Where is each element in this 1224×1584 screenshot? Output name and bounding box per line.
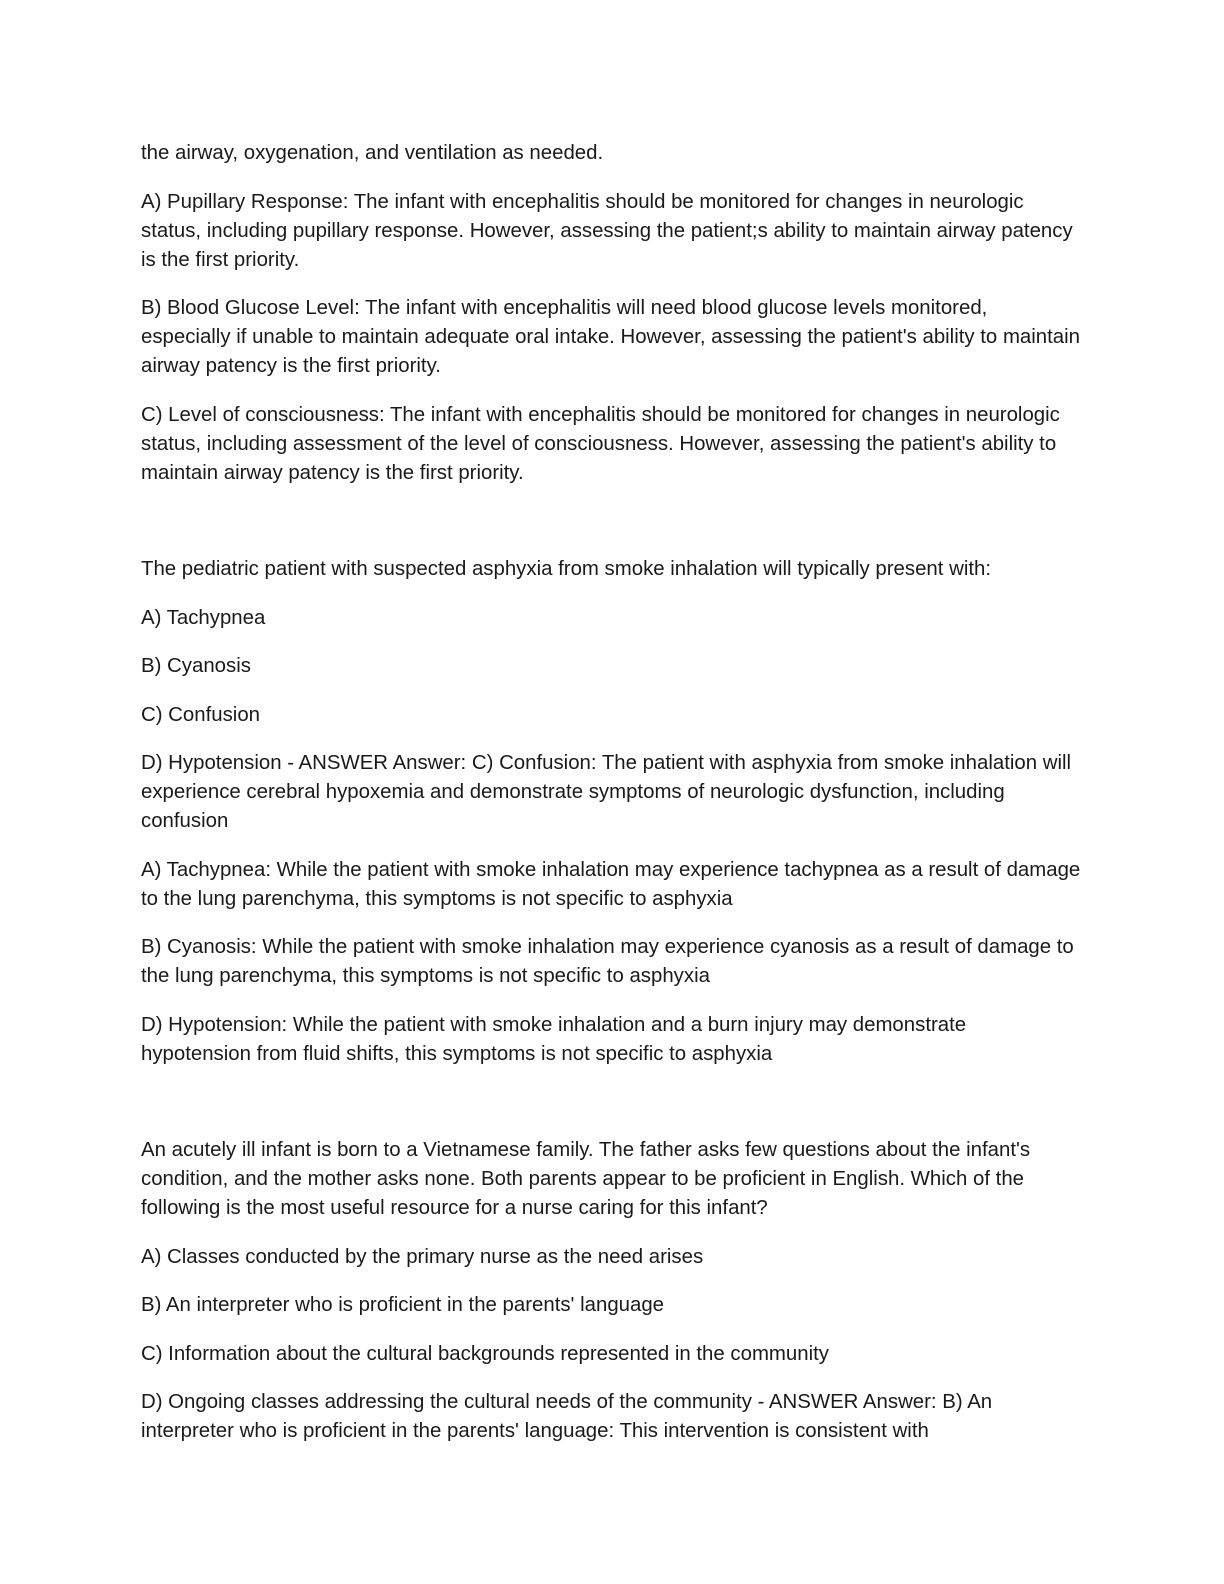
rationale-b-glucose: B) Blood Glucose Level: The infant with encephalitis will need blood glucose levels monitored, especially if unable to maintain adequate oral intake. However, assessing the patient's ability to maintain airway patency is the first priority. (141, 297, 1081, 377)
document-body (141, 139, 1081, 1466)
question-smoke-inhalation: The pediatric patient with suspected asphyxia from smoke inhalation will typically present with: (141, 558, 992, 580)
paragraph-continuation: the airway, oxygenation, and ventilation as needed. (141, 142, 604, 164)
option-c: C) Confusion (141, 703, 260, 726)
option-b: B) Cyanosis (141, 655, 251, 677)
rationale-a-tachypnea: A) Tachypnea: While the patient with smoke inhalation may experience tachypnea as a result of damage to the lung parenchyma, this symptoms is not specific to asphyxia (141, 858, 1081, 910)
rationale-a-pupillary: A) Pupillary Response: The infant with encephalitis should be monitored for changes in neurologic status, including pupillary response. However, assessing the patient;s ability to maintain airway patency is the first priority. (141, 190, 1073, 271)
section-spacer (141, 507, 1081, 555)
option-a: A) Classes conducted by the primary nurse as the need arises (141, 1245, 704, 1268)
rationale-d-hypotension: D) Hypotension: While the patient with smoke inhalation and a burn injury may demonstrate hypotension from fluid shifts, this symptoms is not specific to asphyxia (141, 1013, 967, 1065)
option-d-answer: D) Ongoing classes addressing the cultural needs of the community - ANSWER Answer: B) An interpreter who is proficient in the parents' language: This intervention is consistent with (141, 1391, 993, 1442)
rationale-b-cyanosis: B) Cyanosis: While the patient with smoke inhalation may experience cyanosis as a result of damage to the lung parenchyma, this symptoms is not specific to asphyxia (141, 936, 1074, 987)
option-a: A) Tachypnea (141, 606, 266, 629)
rationale-c-consciousness: C) Level of consciousness: The infant with encephalitis should be monitored for changes in neurologic status, including assessment of the level of consciousness. However, assessing the patient's ability to maintain airway patency is the first priority. (141, 403, 1060, 484)
question-vietnamese-family: An acutely ill infant is born to a Vietnamese family. The father asks few questions about the infant's condition, and the mother asks none. Both parents appear to be proficient in English. Which of the following is the most useful resource for a nurse caring for this infant? (141, 1139, 1031, 1219)
option-c: C) Information about the cultural backgrounds represented in the community (141, 1342, 829, 1365)
section-spacer (141, 1088, 1081, 1136)
option-b: B) An interpreter who is proficient in the parents' language (141, 1294, 665, 1316)
option-d-answer: D) Hypotension - ANSWER Answer: C) Confusion: The patient with asphyxia from smoke inhalation will experience cerebral hypoxemia and demonstrate symptoms of neurologic dysfunction, including confusion (141, 752, 1072, 832)
